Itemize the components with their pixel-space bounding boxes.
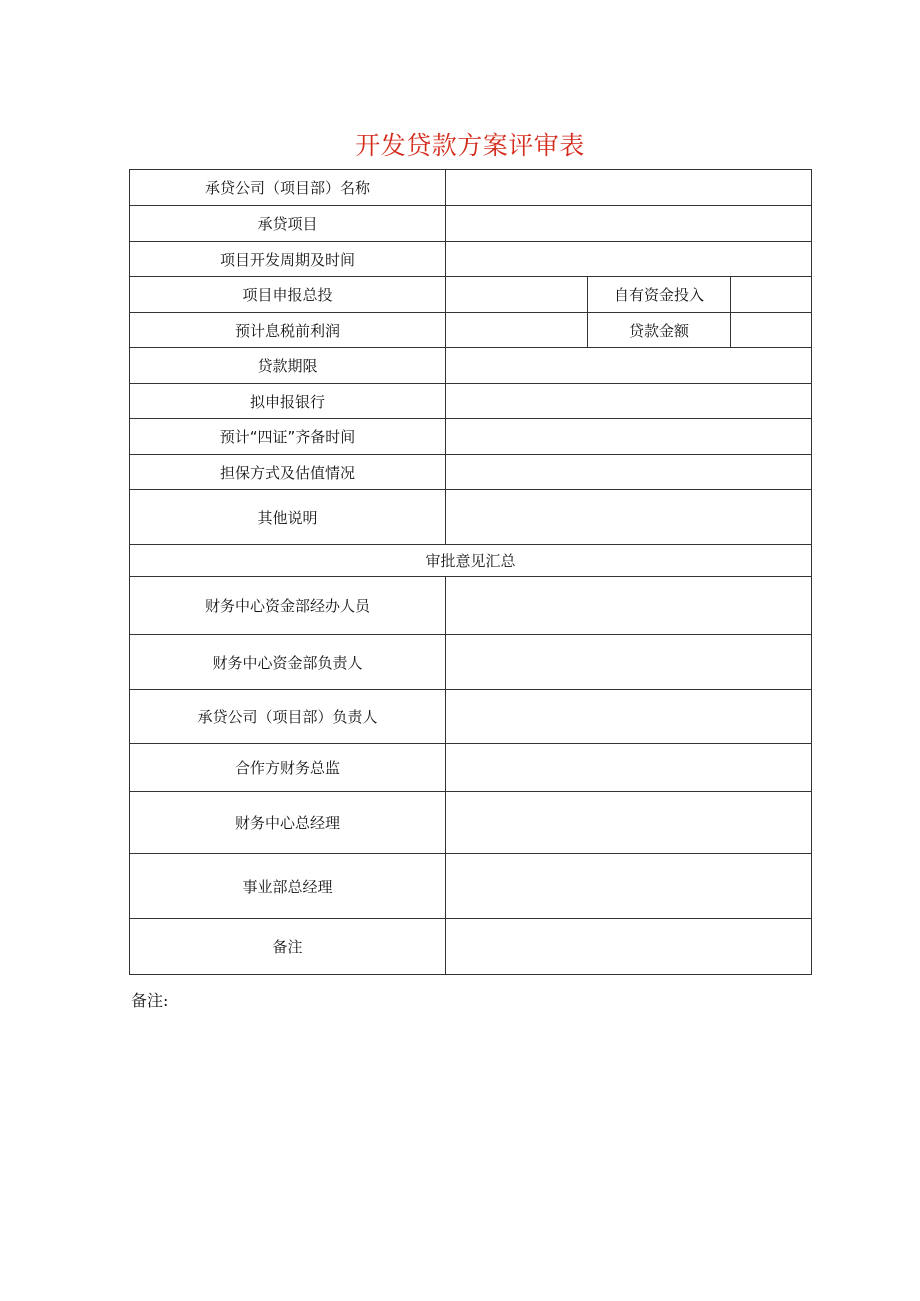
value-loan-amount[interactable] xyxy=(731,313,812,348)
table-row xyxy=(130,455,812,490)
value-guarantee[interactable] xyxy=(446,455,812,490)
value-partner-cfo[interactable] xyxy=(446,744,812,792)
value-own-funds[interactable] xyxy=(731,277,812,313)
table-row xyxy=(130,170,812,206)
value-project[interactable] xyxy=(446,206,812,242)
table-row xyxy=(130,919,812,975)
table-row xyxy=(130,419,812,455)
label-bank: 拟申报银行 xyxy=(130,384,446,419)
approval-section-header: 审批意见汇总 xyxy=(130,545,812,577)
table-row xyxy=(130,545,812,577)
value-total-investment[interactable] xyxy=(446,277,588,313)
label-total-investment: 项目申报总投 xyxy=(130,277,446,313)
value-loan-term[interactable] xyxy=(446,348,812,384)
table-row xyxy=(130,348,812,384)
value-fin-staff[interactable] xyxy=(446,577,812,635)
label-four-certs: 预计“四证”齐备时间 xyxy=(130,419,446,455)
table-row xyxy=(130,490,812,545)
value-four-certs[interactable] xyxy=(446,419,812,455)
label-fin-head: 财务中心资金部负责人 xyxy=(130,635,446,690)
value-bank[interactable] xyxy=(446,384,812,419)
label-pre-tax-profit: 预计息税前利润 xyxy=(130,313,446,348)
table-row xyxy=(130,277,812,313)
table-row xyxy=(130,854,812,919)
value-other-notes[interactable] xyxy=(446,490,812,545)
table-row xyxy=(130,206,812,242)
value-dev-period[interactable] xyxy=(446,242,812,277)
label-own-funds: 自有资金投入 xyxy=(588,277,731,313)
label-loan-amount: 贷款金额 xyxy=(588,313,731,348)
label-bu-gm: 事业部总经理 xyxy=(130,854,446,919)
label-remarks: 备注 xyxy=(130,919,446,975)
table-row xyxy=(130,384,812,419)
label-fin-staff: 财务中心资金部经办人员 xyxy=(130,577,446,635)
value-company-head[interactable] xyxy=(446,690,812,744)
table-row xyxy=(130,313,812,348)
label-other-notes: 其他说明 xyxy=(130,490,446,545)
label-guarantee: 担保方式及估值情况 xyxy=(130,455,446,490)
value-fin-head[interactable] xyxy=(446,635,812,690)
value-remarks[interactable] xyxy=(446,919,812,975)
loan-review-table xyxy=(129,169,812,975)
label-dev-period: 项目开发周期及时间 xyxy=(130,242,446,277)
table-row xyxy=(130,242,812,277)
label-loan-term: 贷款期限 xyxy=(130,348,446,384)
table-row xyxy=(130,577,812,635)
label-fin-gm: 财务中心总经理 xyxy=(130,792,446,854)
label-partner-cfo: 合作方财务总监 xyxy=(130,744,446,792)
value-company-name[interactable] xyxy=(446,170,812,206)
label-project: 承贷项目 xyxy=(130,206,446,242)
label-company-name: 承贷公司（项目部）名称 xyxy=(130,170,446,206)
table-row xyxy=(130,635,812,690)
value-pre-tax-profit[interactable] xyxy=(446,313,588,348)
table-row xyxy=(130,792,812,854)
footnote-remarks: 备注: xyxy=(131,991,169,1010)
value-fin-gm[interactable] xyxy=(446,792,812,854)
table-row xyxy=(130,690,812,744)
table-row xyxy=(130,744,812,792)
label-company-head: 承贷公司（项目部）负责人 xyxy=(130,690,446,744)
value-bu-gm[interactable] xyxy=(446,854,812,919)
form-title: 开发贷款方案评审表 xyxy=(355,131,585,160)
